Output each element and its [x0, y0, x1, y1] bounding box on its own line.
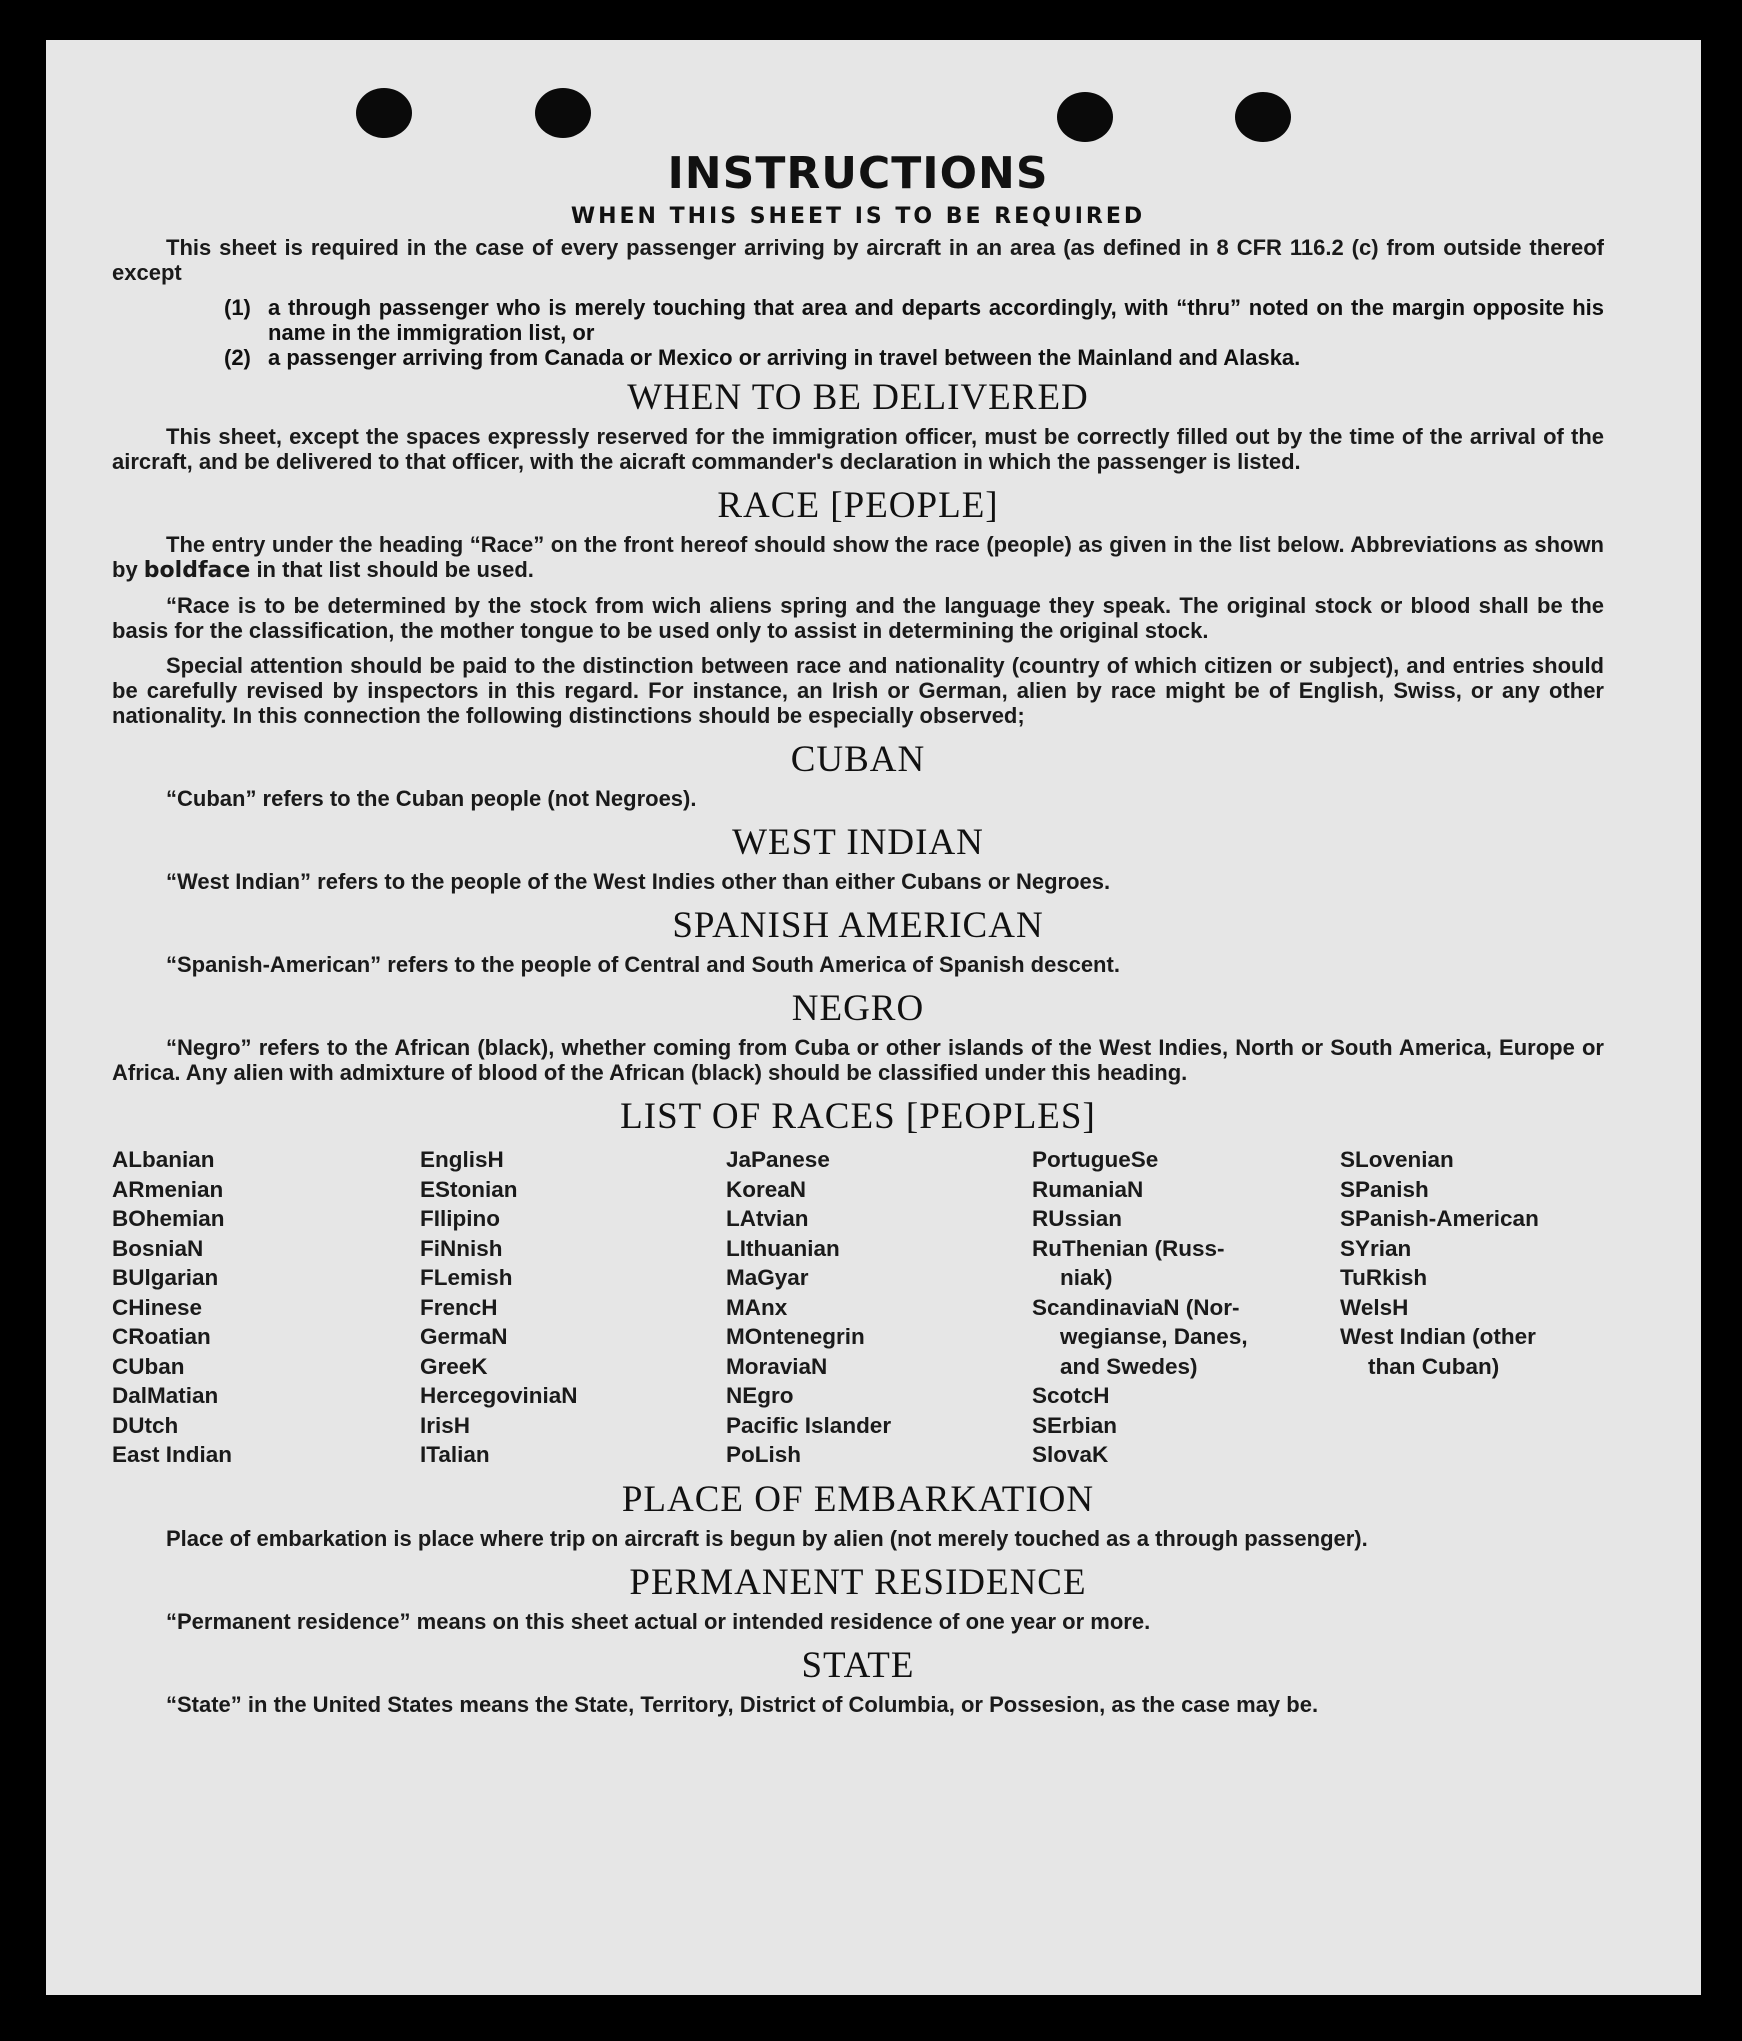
section-heading-state: STATE: [801, 1644, 915, 1686]
race-entry: LAtvian: [726, 1206, 809, 1231]
section-heading-race: RACE [PEOPLE]: [717, 485, 999, 526]
race-entry: than Cuban): [1368, 1353, 1500, 1379]
race-entry: MoraviaN: [726, 1353, 828, 1379]
race-entry: NEgro: [726, 1383, 794, 1408]
races-table: [112, 1145, 1604, 1470]
race-entry: ARmenian: [112, 1176, 224, 1202]
punch-hole: [356, 88, 412, 138]
required-intro: This sheet is required in the case of every passenger arriving by aircraft in an area (as defined in 8 CFR 116.2 (c) from outside thereof except: [112, 235, 1604, 285]
race-entry: RuThenian (Russ-: [1032, 1235, 1225, 1261]
race-paragraph-1: [112, 532, 1604, 583]
exception-number: (2): [224, 345, 251, 370]
race-entry: MOntenegrin: [726, 1324, 865, 1349]
exception-text: a through passenger who is merely touching that area and departs accordingly, with “thru” noted on the margin opposite his name in the immigration list, or: [268, 295, 1604, 345]
section-heading-delivered: WHEN TO BE DELIVERED: [627, 377, 1089, 418]
race-entry: DUtch: [112, 1412, 179, 1438]
race-entry: Pacific Islander: [726, 1412, 892, 1438]
race-entry: RUssian: [1032, 1206, 1123, 1231]
races-column: [1032, 1145, 1340, 1470]
race-entry: West Indian (other: [1340, 1324, 1536, 1349]
race-p1-boldface: boldface: [143, 558, 251, 583]
race-entry: ScotcH: [1032, 1383, 1110, 1408]
race-entry: FiNnish: [420, 1235, 503, 1261]
punch-hole: [535, 88, 591, 138]
races-column: [726, 1145, 1032, 1470]
race-entry: SPanish: [1340, 1176, 1429, 1202]
race-entry: BOhemian: [112, 1206, 225, 1231]
section-heading-races-list: LIST OF RACES [PEOPLES]: [620, 1096, 1096, 1137]
race-entry: TuRkish: [1340, 1265, 1428, 1290]
cuban-text: “Cuban” refers to the Cuban people (not Negroes).: [166, 786, 697, 811]
race-entry: IrisH: [420, 1412, 471, 1438]
race-entry: DalMatian: [112, 1383, 219, 1408]
race-entry: ALbanian: [112, 1147, 215, 1172]
section-heading-spanish-american: SPANISH AMERICAN: [672, 905, 1044, 946]
exception-number: (1): [224, 295, 251, 320]
races-column: [112, 1145, 420, 1470]
race-entry: SlovaK: [1032, 1442, 1109, 1467]
race-entry: niak): [1060, 1265, 1113, 1290]
race-entry: PoLish: [726, 1442, 802, 1467]
race-entry: FLemish: [420, 1265, 513, 1290]
race-entry: FrencH: [420, 1294, 498, 1320]
page-subtitle: WHEN THIS SHEET IS TO BE REQUIRED: [570, 204, 1146, 229]
race-paragraph-2: “Race is to be determined by the stock from wich aliens spring and the language they speak. The original stock or blood shall be the basis for the classification, the mother tongue to be used only to assist in determining the original stock.: [112, 593, 1604, 643]
race-entry: EStonian: [420, 1176, 518, 1202]
race-entry: MAnx: [726, 1294, 788, 1320]
race-entry: ScandinaviaN (Nor-: [1032, 1294, 1240, 1320]
exception-item: [224, 345, 1604, 370]
race-entry: CUban: [112, 1353, 185, 1379]
section-heading-cuban: CUBAN: [790, 739, 926, 780]
punch-hole: [1235, 92, 1291, 142]
residence-text: “Permanent residence” means on this sheet actual or intended residence of one year or more.: [166, 1608, 1151, 1634]
page-title: INSTRUCTIONS: [667, 148, 1049, 199]
spanish-american-text: “Spanish-American” refers to the people of Central and South America of Spanish descent.: [166, 952, 1120, 977]
race-entry: CRoatian: [112, 1324, 211, 1349]
section-heading-negro: NEGRO: [791, 988, 925, 1029]
exception-text: a passenger arriving from Canada or Mexico or arriving in travel between the Mainland and Alaska.: [268, 345, 1301, 370]
race-entry: ITalian: [420, 1442, 490, 1467]
races-column: [1340, 1145, 1610, 1470]
race-entry: PortugueSe: [1032, 1147, 1159, 1172]
embarkation-text: Place of embarkation is place where trip on aircraft is begun by alien (not merely touched as a through passenger).: [166, 1525, 1368, 1551]
section-heading-embarkation: PLACE OF EMBARKATION: [621, 1478, 1095, 1520]
race-paragraph-3: Special attention should be paid to the distinction between race and nationality (country of which citizen or subject), and entries should be carefully revised by inspectors in this regard. For instance, an Irish or German, alien by race might be of English, Swiss, or any other nationality. In this connection the following distinctions should be especially observed;: [112, 653, 1604, 728]
race-p1-text: The entry under the heading “Race” on the front hereof should show the race (people) as given in the list below. Abbreviations as shown by: [112, 532, 1604, 582]
race-entry: MaGyar: [726, 1265, 809, 1290]
section-heading-residence: PERMANENT RESIDENCE: [629, 1561, 1087, 1603]
race-entry: WelsH: [1340, 1294, 1409, 1320]
negro-text: “Negro” refers to the African (black), whether coming from Cuba or other islands of the West Indies, North or South America, Europe or Africa. Any alien with admixture of blood of the African (black) should be classified under this heading.: [112, 1035, 1604, 1085]
race-entry: BUlgarian: [112, 1265, 219, 1290]
delivered-text: This sheet, except the spaces expressly reserved for the immigration officer, must be correctly filled out by the time of the arrival of the aircraft, and be delivered to that officer, with the aicraft commander's declaration in which the passenger is listed.: [112, 424, 1604, 474]
race-entry: SErbian: [1032, 1412, 1118, 1438]
race-entry: GreeK: [420, 1353, 488, 1379]
section-heading-west-indian: WEST INDIAN: [732, 822, 984, 863]
race-entry: wegianse, Danes,: [1060, 1324, 1248, 1349]
race-entry: KoreaN: [726, 1176, 807, 1202]
race-entry: East Indian: [112, 1442, 233, 1467]
punch-hole: [1057, 92, 1113, 142]
race-entry: LIthuanian: [726, 1235, 840, 1261]
race-entry: CHinese: [112, 1294, 203, 1320]
exceptions-list: [224, 295, 1604, 370]
state-text: “State” in the United States means the State, Territory, District of Columbia, or Possesion, as the case may be.: [166, 1691, 1319, 1717]
race-entry: RumaniaN: [1032, 1176, 1144, 1202]
instructions-content: [112, 148, 1604, 1727]
race-entry: SYrian: [1340, 1235, 1412, 1261]
race-entry: JaPanese: [726, 1147, 830, 1172]
races-column: [420, 1145, 726, 1470]
race-entry: BosniaN: [112, 1235, 204, 1261]
race-entry: EnglisH: [420, 1147, 504, 1172]
document-page: [46, 40, 1701, 1995]
race-entry: HercegoviniaN: [420, 1383, 578, 1408]
race-entry: and Swedes): [1060, 1353, 1198, 1379]
race-entry: FIlipino: [420, 1206, 500, 1231]
race-p1-text-end: in that list should be used.: [250, 557, 534, 582]
exception-item: [224, 295, 1604, 345]
race-entry: SLovenian: [1340, 1147, 1454, 1172]
race-entry: SPanish-American: [1340, 1206, 1539, 1231]
west-indian-text: “West Indian” refers to the people of the West Indies other than either Cubans or Negroes.: [166, 869, 1111, 894]
race-entry: GermaN: [420, 1324, 508, 1349]
